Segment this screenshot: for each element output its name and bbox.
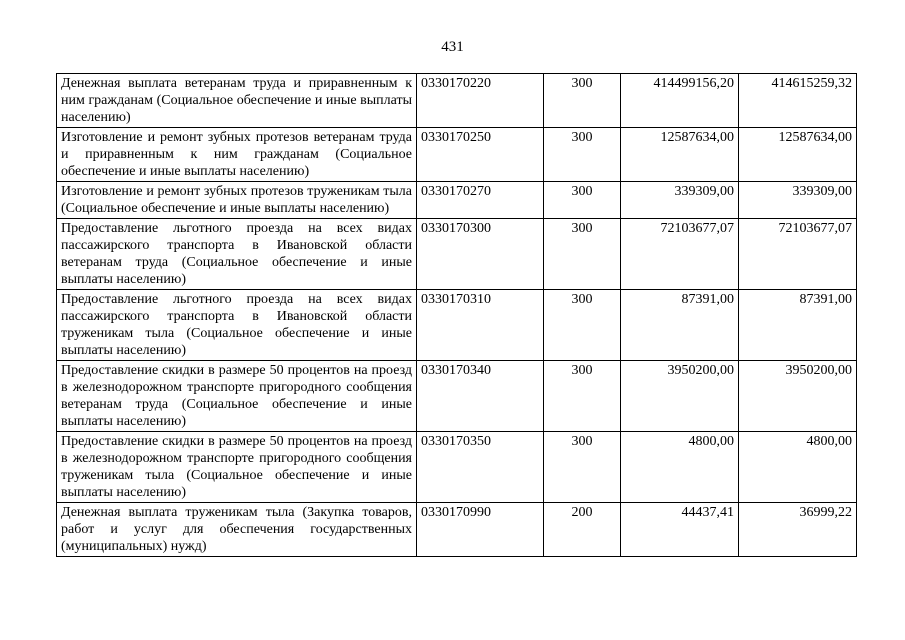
row-code: 0330170340	[417, 361, 544, 432]
table-row	[57, 128, 857, 182]
row-name: Предоставление скидки в размере 50 процентов на проезд в железнодорожном транспорте пригородного сообщения ветеранам труда (Социальное обеспечение и иные выплаты населению)	[57, 361, 417, 432]
table-row	[57, 74, 857, 128]
page-number: 431	[441, 39, 464, 55]
row-expense-type: 200	[544, 503, 621, 557]
row-expense-type: 300	[544, 432, 621, 503]
row-name: Изготовление и ремонт зубных протезов труженикам тыла (Социальное обеспечение и иные выплаты населению)	[57, 182, 417, 219]
row-code: 0330170300	[417, 219, 544, 290]
row-amount-2: 339309,00	[739, 182, 857, 219]
table-row	[57, 182, 857, 219]
row-amount-1: 44437,41	[621, 503, 739, 557]
row-amount-1: 12587634,00	[621, 128, 739, 182]
row-amount-1: 4800,00	[621, 432, 739, 503]
row-name: Денежная выплата ветеранам труда и приравненным к ним гражданам (Социальное обеспечение и иные выплаты населению)	[57, 74, 417, 128]
row-amount-1: 3950200,00	[621, 361, 739, 432]
row-expense-type: 300	[544, 219, 621, 290]
table-row	[57, 219, 857, 290]
table-row	[57, 290, 857, 361]
row-code: 0330170350	[417, 432, 544, 503]
row-amount-2: 4800,00	[739, 432, 857, 503]
table-row	[57, 361, 857, 432]
row-amount-1: 72103677,07	[621, 219, 739, 290]
row-expense-type: 300	[544, 361, 621, 432]
budget-table	[56, 73, 857, 557]
table-row	[57, 503, 857, 557]
row-amount-2: 87391,00	[739, 290, 857, 361]
row-amount-2: 3950200,00	[739, 361, 857, 432]
row-amount-2: 36999,22	[739, 503, 857, 557]
row-amount-1: 414499156,20	[621, 74, 739, 128]
row-expense-type: 300	[544, 74, 621, 128]
row-amount-1: 87391,00	[621, 290, 739, 361]
row-name: Денежная выплата труженикам тыла (Закупка товаров, работ и услуг для обеспечения государственных (муниципальных) нужд)	[57, 503, 417, 557]
row-name: Предоставление льготного проезда на всех видах пассажирского транспорта в Ивановской области ветеранам труда (Социальное обеспечение и иные выплаты населению)	[57, 219, 417, 290]
row-amount-2: 12587634,00	[739, 128, 857, 182]
row-code: 0330170220	[417, 74, 544, 128]
row-expense-type: 300	[544, 290, 621, 361]
row-code: 0330170310	[417, 290, 544, 361]
row-expense-type: 300	[544, 128, 621, 182]
row-amount-1: 339309,00	[621, 182, 739, 219]
row-code: 0330170990	[417, 503, 544, 557]
row-expense-type: 300	[544, 182, 621, 219]
row-code: 0330170250	[417, 128, 544, 182]
row-name: Предоставление скидки в размере 50 процентов на проезд в железнодорожном транспорте пригородного сообщения труженикам тыла (Социальное обеспечение и иные выплаты населению)	[57, 432, 417, 503]
budget-table-body	[57, 74, 857, 557]
row-name: Предоставление льготного проезда на всех видах пассажирского транспорта в Ивановской области труженикам тыла (Социальное обеспечение и иные выплаты населению)	[57, 290, 417, 361]
row-code: 0330170270	[417, 182, 544, 219]
row-amount-2: 414615259,32	[739, 74, 857, 128]
table-row	[57, 432, 857, 503]
row-amount-2: 72103677,07	[739, 219, 857, 290]
row-name: Изготовление и ремонт зубных протезов ветеранам труда и приравненным к ним гражданам (Социальное обеспечение и иные выплаты населению)	[57, 128, 417, 182]
